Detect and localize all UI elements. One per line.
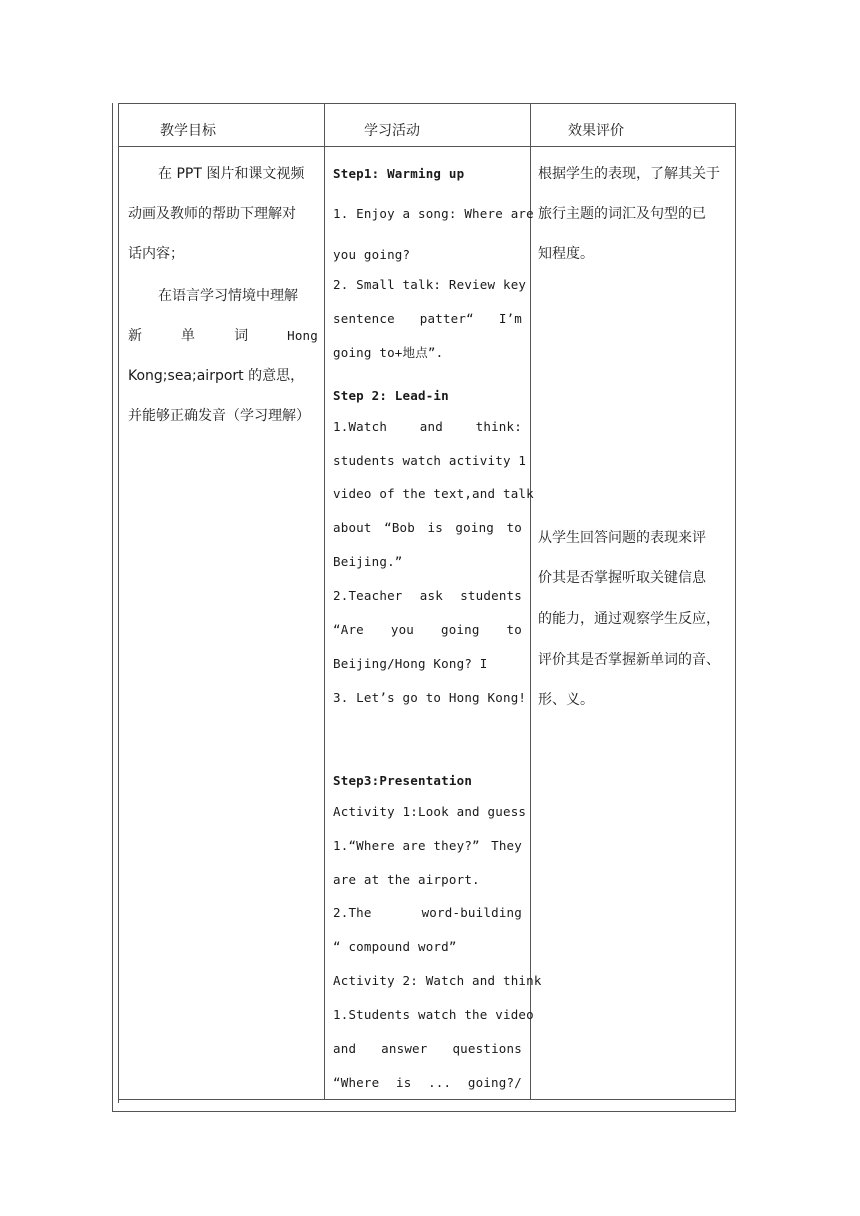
- table-bottom-inner-border: [118, 1099, 736, 1100]
- evaluation-line: 知程度。: [538, 246, 594, 262]
- goal-line: 在 PPT 图片和课文视频: [158, 166, 305, 182]
- header-evaluation: 效果评价: [568, 123, 624, 139]
- activity-word: ...: [428, 1075, 452, 1090]
- evaluation-line: 的能力，通过观察学生反应，: [538, 611, 720, 627]
- activity-line-justified: [333, 417, 522, 437]
- step-heading: Step 2: Lead-in: [333, 388, 449, 403]
- activity-line-justified: [333, 586, 522, 606]
- activity-line: students watch activity 1: [333, 453, 527, 468]
- column-divider-2: [530, 103, 531, 1099]
- evaluation-line: 从学生回答问题的表现来评: [538, 530, 706, 546]
- activity-word: “Where: [333, 1075, 380, 1090]
- activity-word: I’m: [498, 311, 522, 326]
- goal-line: 动画及教师的帮助下理解对: [128, 206, 296, 222]
- activity-word: to: [506, 520, 522, 535]
- step-heading: Step1: Warming up: [333, 166, 465, 181]
- activity-line: 2. Small talk: Review key: [333, 277, 527, 292]
- activity-word: 2.The: [333, 905, 372, 920]
- activity-line-justified: [333, 620, 522, 640]
- activity-word: going: [440, 622, 480, 637]
- activity-line: Beijing.”: [333, 554, 403, 569]
- column-divider-1: [324, 103, 325, 1099]
- activity-line: Beijing/Hong Kong? I: [333, 656, 488, 671]
- header-row-border: [118, 146, 736, 147]
- activity-word: sentence: [333, 311, 395, 326]
- activity-word: patter“: [419, 311, 474, 326]
- activity-word: word-building: [421, 905, 522, 920]
- goal-word: 词: [234, 328, 249, 344]
- activity-line: 3. Let’s go to Hong Kong!: [333, 690, 527, 705]
- activity-word: 2.Teacher: [333, 588, 403, 603]
- activity-word: questions: [452, 1041, 522, 1056]
- evaluation-line: 根据学生的表现，了解其关于: [538, 166, 720, 182]
- activity-word: They: [491, 838, 522, 853]
- activity-line: 1.Students watch the video: [333, 1007, 534, 1022]
- activity-word: ask: [419, 588, 443, 603]
- activity-word: 1.Watch: [333, 419, 388, 434]
- activity-word: think:: [475, 419, 522, 434]
- goal-line-justified: [128, 326, 318, 346]
- activity-line-justified: [333, 836, 522, 856]
- table-inner-left-border: [118, 103, 119, 1103]
- header-goal: 教学目标: [160, 123, 216, 139]
- evaluation-line: 评价其是否掌握新单词的音、: [538, 652, 720, 668]
- activity-line: video of the text,and talk: [333, 486, 534, 501]
- activity-line-justified: [333, 1039, 522, 1059]
- header-activity: 学习活动: [364, 123, 420, 139]
- activity-word: 1.“Where are they?”: [333, 838, 480, 853]
- table-top-border: [118, 103, 736, 104]
- table-frame: [112, 103, 736, 1112]
- activity-line: Activity 1:Look and guess: [333, 804, 527, 819]
- activity-word: is: [427, 520, 443, 535]
- activity-line: Activity 2: Watch and think: [333, 973, 542, 988]
- goal-line: 并能够正确发音（学习理解）: [128, 408, 310, 424]
- activity-line: going to+地点”.: [333, 345, 444, 360]
- activity-word: students: [460, 588, 522, 603]
- activity-word: and: [333, 1041, 357, 1056]
- goal-line: 在语言学习情境中理解: [158, 288, 298, 304]
- activity-word: to: [506, 622, 522, 637]
- activity-word: is: [395, 1075, 412, 1090]
- evaluation-line: 价其是否掌握听取关键信息: [538, 570, 706, 586]
- activity-word: “Bob: [384, 520, 416, 535]
- activity-word: going?/: [467, 1075, 522, 1090]
- activity-word: going: [455, 520, 495, 535]
- activity-word: you: [390, 622, 415, 637]
- activity-word: “Are: [333, 622, 364, 637]
- evaluation-line: 旅行主题的词汇及句型的已: [538, 206, 706, 222]
- goal-word: 单: [181, 328, 196, 344]
- activity-word: about: [333, 520, 372, 535]
- activity-line-justified: [333, 903, 522, 923]
- evaluation-line: 形、义。: [538, 692, 594, 708]
- goal-line: 话内容；: [128, 246, 184, 262]
- activity-line: you going?: [333, 247, 411, 262]
- activity-word: and: [419, 419, 443, 434]
- goal-word: Hong: [287, 328, 318, 343]
- activity-line: are at the airport.: [333, 872, 480, 887]
- activity-line: “ compound word”: [333, 939, 457, 954]
- activity-line-justified: [333, 1073, 522, 1093]
- goal-line: Kong;sea;airport 的意思，: [128, 368, 305, 384]
- activity-word: answer: [381, 1041, 428, 1056]
- activity-line: 1. Enjoy a song: Where are: [333, 206, 534, 221]
- step-heading: Step3:Presentation: [333, 773, 473, 788]
- goal-word: 新: [128, 328, 142, 344]
- activity-line-justified: [333, 518, 522, 538]
- activity-line-justified: [333, 309, 522, 329]
